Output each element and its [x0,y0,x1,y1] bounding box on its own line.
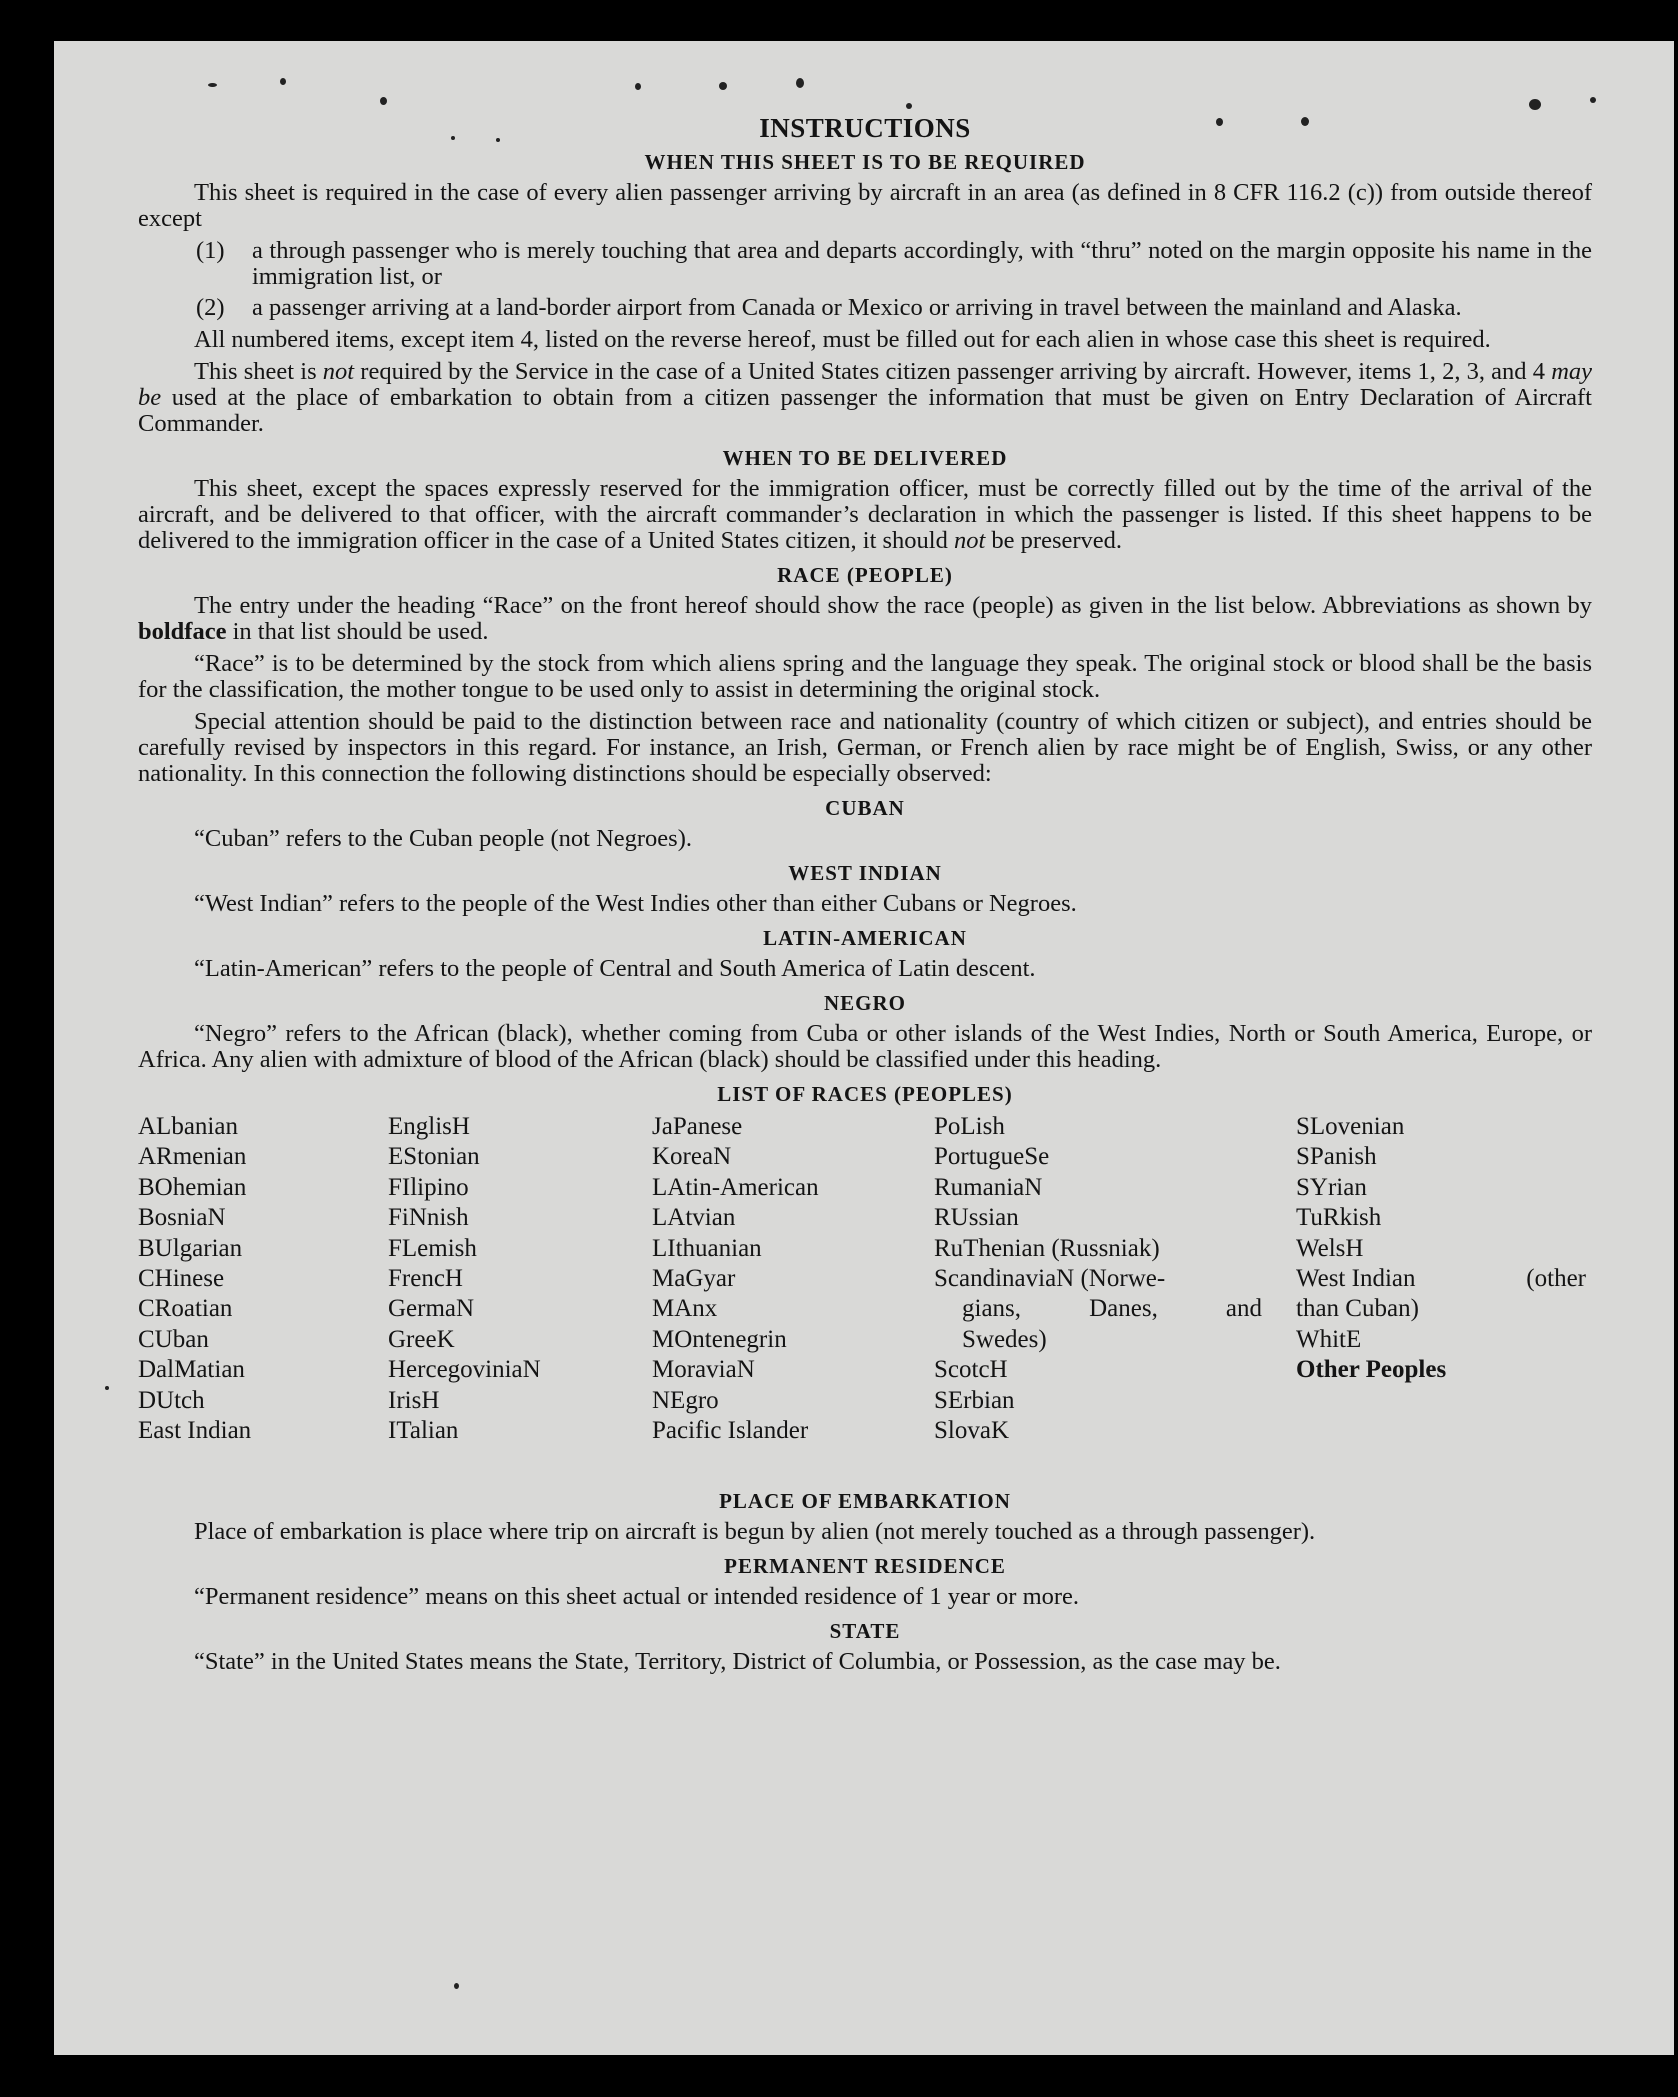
race-entry: SPanish [1296,1143,1377,1171]
scan-speck [280,78,286,85]
item-text: a passenger arriving at a land-border airport from Canada or Mexico or arriving in travel between the mainland and Alaska. [252,294,1462,321]
item-text: a through passenger who is merely touching that area and departs accordingly, with “thru” noted on the margin opposite his name in the immigration list, or [252,237,1592,290]
section-heading: PLACE OF EMBARKATION [719,1489,1011,1513]
race-entry: MOntenegrin [652,1325,787,1353]
race-entry: FrencH [388,1265,463,1293]
scan-speck [105,1386,109,1390]
race-entry: SErbian [934,1386,1015,1414]
race-entry: IrisH [388,1386,440,1414]
race-entry: PoLish [934,1113,1005,1140]
list-item [196,294,1592,321]
race-entry: LAtvian [652,1204,736,1232]
exception-list [138,238,1592,321]
section-heading: LIST OF RACES (PEOPLES) [717,1082,1013,1106]
paragraph: This sheet is not required by the Service in the case of a United States citizen passenger arriving by aircraft. However, items 1, 2, 3, and 4 may be used at the place of embarkation to obtain from a citizen passenger the information that must be given on Entry Declaration of Aircraft Commander. [138,358,1593,437]
section-heading: LATIN-AMERICAN [763,926,967,950]
race-entry: Pacific Islander [652,1417,809,1445]
race-entry: BosniaN [138,1204,226,1232]
races-column [934,1112,1262,1446]
race-entry: BUlgarian [138,1234,243,1262]
instructions-content [138,115,1592,1681]
race-entry: MAnx [652,1295,718,1323]
section-heading: WHEN TO BE DELIVERED [722,446,1008,470]
race-entry: GermaN [388,1295,475,1323]
section-heading: CUBAN [825,796,905,820]
scan-speck [635,83,641,90]
race-entry: East Indian [138,1417,252,1445]
race-entry: EnglisH [388,1113,470,1140]
race-entry: SlovaK [934,1417,1009,1445]
paragraph: “Negro” refers to the African (black), whether coming from Cuba or other islands of the West Indies, North or South America, Europe, or Africa. Any alien with admixture of blood of the African (black) should be classified under this heading. [138,1020,1592,1073]
race-entry: WelsH [1296,1234,1364,1262]
item-number: (1) [196,237,225,264]
race-entry: Other Peoples [1296,1356,1447,1384]
race-entry: FiNnish [388,1204,469,1232]
race-entry: HercegoviniaN [388,1356,541,1384]
race-entry: MoraviaN [652,1356,755,1384]
race-entry: ALbanian [138,1113,238,1140]
race-entry: CUban [138,1325,209,1353]
race-entry: BOhemian [138,1173,247,1201]
race-entry: JaPanese [652,1113,743,1140]
race-entry: SYrian [1296,1173,1367,1201]
item-number: (2) [196,294,225,321]
race-entry: GreeK [388,1325,455,1353]
race-entry: ScandinaviaN (Norwe- [934,1265,1166,1293]
scan-speck [1590,97,1596,103]
list-item [196,237,1592,290]
section-heading: PERMANENT RESIDENCE [724,1554,1006,1578]
scan-speck [208,83,217,87]
race-entry: West Indian (other [1296,1265,1586,1293]
races-column [388,1112,541,1446]
paragraph: “Race” is to be determined by the stock from which aliens spring and the language they speak. The original stock or blood shall be the basis for the classification, the mother tongue to be used only to assist in determining the original stock. [138,650,1592,703]
paragraph: This sheet, except the spaces expressly reserved for the immigration officer, must be correctly filled out by the time of the arrival of the aircraft, and be delivered to that officer, with the aircraft commander’s declaration in which the passenger is listed. If this sheet happens to be delivered to the immigration officer in the case of a United States citizen, it should not be preserved. [138,475,1592,554]
scan-speck [719,82,727,90]
race-entry: FIlipino [388,1173,469,1201]
race-entry: PortugueSe [934,1143,1050,1171]
scan-speck [454,1983,459,1989]
race-entry: ITalian [388,1417,459,1445]
race-entry: DUtch [138,1386,205,1414]
race-entry: NEgro [652,1386,719,1414]
scan-speck [906,103,912,109]
race-entry: RumaniaN [934,1173,1043,1201]
scan-speck [380,97,387,105]
page-title: INSTRUCTIONS [759,113,971,143]
race-entry: RuThenian (Russniak) [934,1234,1160,1262]
races-list [138,1112,1592,1480]
section-heading: NEGRO [823,991,906,1015]
race-entry: CHinese [138,1265,225,1293]
paragraph: This sheet is required in the case of every alien passenger arriving by aircraft in an area (as defined in 8 CFR 116.2 (c)) from outside thereof except [138,179,1592,232]
race-entry: MaGyar [652,1265,736,1293]
race-entry: LIthuanian [652,1234,762,1262]
paragraph: “West Indian” refers to the people of the West Indies other than either Cubans or Negroes. [194,890,1077,917]
race-entry-continuation: Swedes) [962,1325,1047,1353]
paragraph: “State” in the United States means the State, Territory, District of Columbia, or Possession, as the case may be. [194,1648,1281,1675]
race-entry: FLemish [388,1234,477,1262]
race-entry: ARmenian [138,1143,247,1171]
race-entry: KoreaN [652,1143,732,1171]
race-entry: LAtin-American [652,1173,819,1201]
paragraph: “Permanent residence” means on this sheet actual or intended residence of 1 year or more. [194,1583,1080,1610]
paragraph: Special attention should be paid to the distinction between race and nationality (country of which citizen or subject), and entries should be carefully revised by inspectors in this regard. For instance, an Irish, German, or French alien by race might be of English, Swiss, or any other nationality. In this connection the following distinctions should be especially observed: [138,708,1592,787]
scan-speck [796,78,804,88]
race-entry: TuRkish [1296,1204,1382,1232]
paragraph: All numbered items, except item 4, listed on the reverse hereof, must be filled out for each alien in whose case this sheet is required. [194,326,1491,353]
scan-speck [1529,99,1541,110]
section-heading: WEST INDIAN [788,861,942,885]
race-entry: DalMatian [138,1356,245,1384]
document-page [54,41,1674,2055]
race-entry: RUssian [934,1204,1019,1232]
race-entry: ScotcH [934,1356,1008,1384]
races-column [652,1112,819,1446]
race-entry: SLovenian [1296,1113,1405,1140]
race-entry-continuation: gians, Danes, and [962,1295,1262,1323]
races-column [1296,1112,1586,1386]
race-entry: EStonian [388,1143,480,1171]
paragraph: “Cuban” refers to the Cuban people (not Negroes). [194,825,692,852]
races-column [138,1112,251,1446]
paragraph: Place of embarkation is place where trip on aircraft is begun by alien (not merely touched as a through passenger). [194,1518,1316,1545]
section-heading: WHEN THIS SHEET IS TO BE REQUIRED [644,150,1086,174]
race-entry: WhitE [1296,1325,1362,1353]
section-heading: RACE (PEOPLE) [777,563,953,587]
paragraph: The entry under the heading “Race” on the front hereof should show the race (people) as given in the list below. Abbreviations as shown by boldface in that list should be used. [138,592,1592,645]
race-entry-continuation: than Cuban) [1296,1295,1419,1323]
race-entry: CRoatian [138,1295,233,1323]
section-heading: STATE [829,1619,901,1643]
paragraph: “Latin-American” refers to the people of Central and South America of Latin descent. [194,955,1036,982]
